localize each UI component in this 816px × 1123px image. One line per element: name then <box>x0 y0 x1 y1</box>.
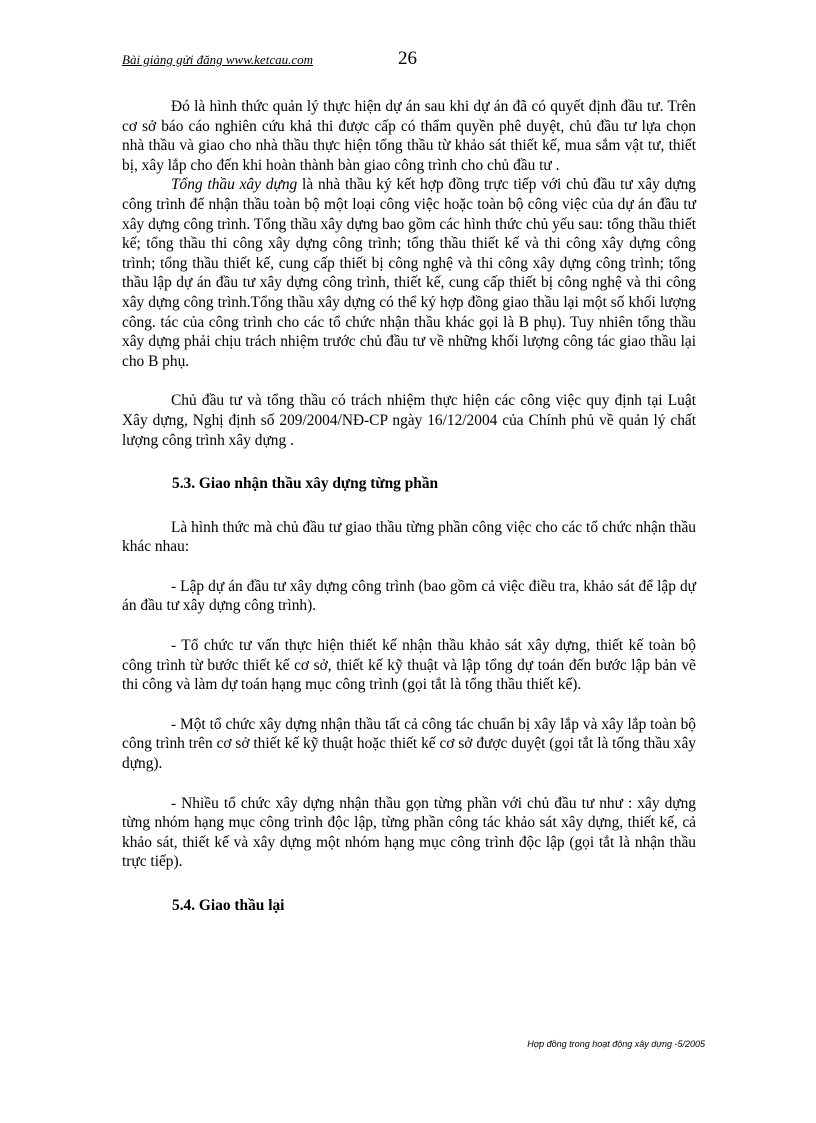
paragraph-responsibility: Chủ đầu tư và tổng thầu có trách nhiệm thực hiện các công việc quy định tại Luật Xây dựng, Nghị định số 209/2004/NĐ-CP ngày 16/12/2004 của Chính phủ về quản lý chất lượng công trình xây dựng . <box>122 392 696 449</box>
list-item-design-consultant: - Tổ chức tư vấn thực hiện thiết kế nhận thầu khảo sát xây dựng, thiết kế toàn bộ công trình từ bước thiết kế cơ sở, thiết kế kỹ thuật và lập tổng dự toán đến bước lập bản vẽ thi công và làm dự toán hạng mục công trình (gọi tắt là tổng thầu thiết kế). <box>122 637 696 694</box>
paragraph-general-contractor <box>122 175 696 371</box>
paragraph-general-contractor-text: là nhà thầu ký kết hợp đồng trực tiếp với chủ đầu tư xây dựng công trình để nhận thầu toàn bộ một loại công việc hoặc toàn bộ công việc của dự án đầu tư xây dựng công trình. Tổng thầu xây dựng bao gồm các hình thức chủ yếu sau: tổng thầu thiết kế; tổng thầu thi công xây dựng công trình; tổng thầu thiết kế và thi công xây dựng công trình; tổng thầu thiết kế, cung cấp thiết bị công nghệ và thi công xây dựng công trình; tổng thầu lập dự án đầu tư xây dựng công trình, thiết kế, cung cấp thiết bị công nghệ và thi công xây dựng công trình.Tổng thầu xây dựng có thể ký hợp đồng giao thầu lại một số khối lượng công. tác của công trình cho các tổ chức nhận thầu khác gọi là B phụ). Tuy nhiên tổng thầu xây dựng phải chịu trách nhiệm trước chủ đầu tư về những khối lượng công tác giao thầu lại cho B phụ. <box>122 176 696 370</box>
list-item-multiple-orgs: - Nhiều tổ chức xây dựng nhận thầu gọn từng phần với chủ đầu tư như : xây dựng từng nhóm hạng mục công trình độc lập, từng phần công tác khảo sát xây dựng, thiết kế, cả khảo sát, thiết kế và xây dựng một nhóm hạng mục công trình độc lập (gọi tắt là nhận thầu trực tiếp). <box>122 794 696 871</box>
page-header <box>122 48 718 72</box>
paragraph-intro: Đó là hình thức quản lý thực hiện dự án sau khi dự án đã có quyết định đầu tư. Trên cơ sở báo cáo nghiên cứu khả thi được cấp có thẩm quyền phê duyệt, chủ đầu tư lựa chọn nhà thầu và giao cho nhà thầu thực hiện tổng thầu từ khảo sát thiết kế, mua sắm vật tư, thiết bị, xây lắp cho đến khi hoàn thành bàn giao công trình cho chủ đầu tư . <box>122 98 696 174</box>
document-body <box>122 97 696 916</box>
list-item-project-prep: - Lập dự án đầu tư xây dựng công trình (bao gồm cả việc điều tra, khảo sát để lập dự án đầu tư xây dựng công trình). <box>122 577 696 615</box>
paragraph-partial-contract: Là hình thức mà chủ đầu tư giao thầu từng phần công việc cho các tổ chức nhận thầu khác nhau: <box>122 518 696 556</box>
page-number: 26 <box>398 48 417 69</box>
list-item-construction-org: - Một tổ chức xây dựng nhận thầu tất cả công tác chuẩn bị xây lắp và xây lắp toàn bộ công trình trên cơ sở thiết kế kỹ thuật hoặc thiết kế cơ sở được duyệt (gọi tắt là tổng thầu xây dựng). <box>122 715 696 773</box>
section-heading-5-4: 5.4. Giao thầu lại <box>172 897 285 914</box>
header-site-link[interactable]: Bài giảng gửi đăng www.ketcau.com <box>122 52 313 67</box>
page-footer: Hợp đồng trong hoạt động xây dựng -5/2005 <box>527 1039 705 1049</box>
term-general-contractor: Tổng thầu xây dựng <box>171 176 298 194</box>
section-heading-5-3: 5.3. Giao nhận thầu xây dựng từng phần <box>172 475 439 493</box>
